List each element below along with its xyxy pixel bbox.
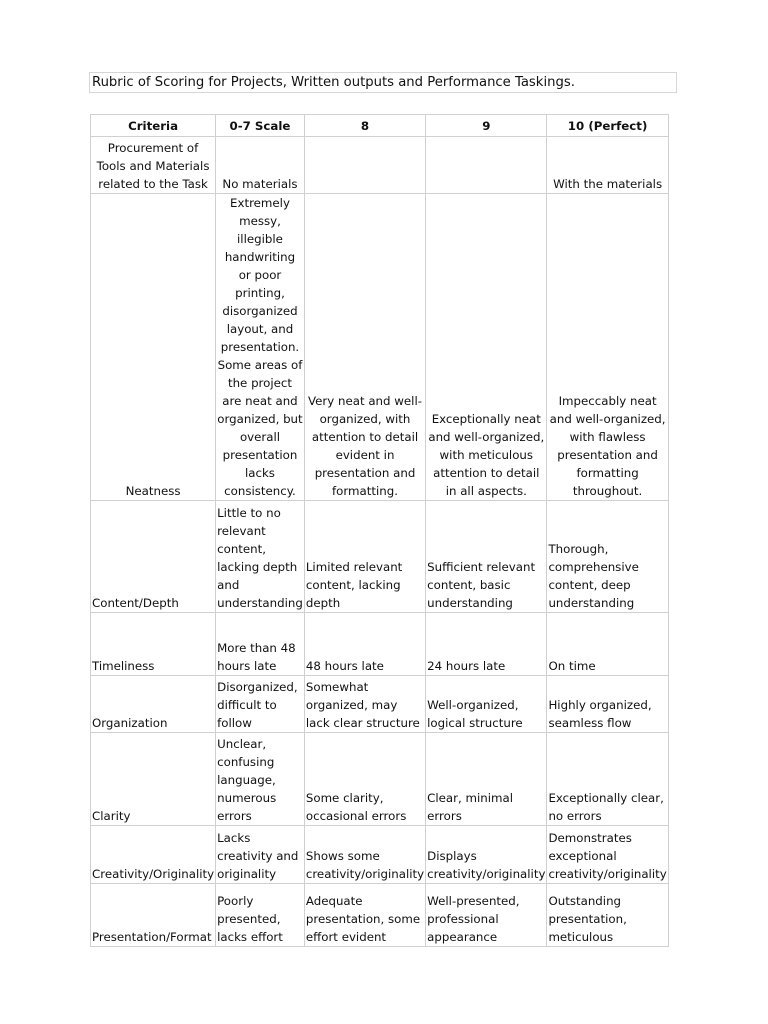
score-9-cell: Well-organized, logical structure <box>426 676 547 733</box>
score-8-cell: Very neat and well-organized, with attention to detail evident in presentation and formatting. <box>304 194 425 501</box>
scale-0-7-cell: No materials <box>216 137 305 194</box>
header-scale-0-7: 0-7 Scale <box>216 115 305 137</box>
score-10-cell: On time <box>547 613 668 676</box>
score-9-cell: Clear, minimal errors <box>426 733 547 826</box>
score-10-cell: Demonstrates exceptional creativity/originality <box>547 826 668 884</box>
scale-0-7-cell: More than 48 hours late <box>216 613 305 676</box>
document-title: Rubric of Scoring for Projects, Written outputs and Performance Taskings. <box>89 72 677 93</box>
score-10-cell: Outstanding presentation, meticulous <box>547 884 668 947</box>
score-10-cell: With the materials <box>547 137 668 194</box>
score-10-cell: Thorough, comprehensive content, deep understanding <box>547 501 668 613</box>
table-row <box>91 676 669 733</box>
criteria-cell: Neatness <box>91 194 216 501</box>
table-row <box>91 733 669 826</box>
score-9-cell: Well-presented, professional appearance <box>426 884 547 947</box>
table-row <box>91 613 669 676</box>
score-9-cell: Sufficient relevant content, basic understanding <box>426 501 547 613</box>
header-score-10: 10 (Perfect) <box>547 115 668 137</box>
header-criteria: Criteria <box>91 115 216 137</box>
scale-0-7-cell: Lacks creativity and originality <box>216 826 305 884</box>
score-9-cell <box>426 137 547 194</box>
score-8-cell <box>304 137 425 194</box>
table-row <box>91 501 669 613</box>
criteria-cell: Clarity <box>91 733 216 826</box>
criteria-cell: Timeliness <box>91 613 216 676</box>
score-8-cell: 48 hours late <box>304 613 425 676</box>
header-score-8: 8 <box>304 115 425 137</box>
scale-0-7-cell: Disorganized, difficult to follow <box>216 676 305 733</box>
score-10-cell: Impeccably neat and well-organized, with flawless presentation and formatting throughout. <box>547 194 668 501</box>
rubric-table <box>90 114 669 947</box>
criteria-cell: Content/Depth <box>91 501 216 613</box>
criteria-cell: Creativity/Originality <box>91 826 216 884</box>
criteria-cell: Procurement of Tools and Materials related to the Task <box>91 137 216 194</box>
criteria-cell: Presentation/Format <box>91 884 216 947</box>
table-row <box>91 194 669 501</box>
table-header-row <box>91 115 669 137</box>
score-8-cell: Limited relevant content, lacking depth <box>304 501 425 613</box>
scale-0-7-cell: Extremely messy, illegible handwriting or poor printing, disorganized layout, and presentation. Some areas of the project are neat and organized, but overall presentation lacks consistency. <box>216 194 305 501</box>
score-10-cell: Highly organized, seamless flow <box>547 676 668 733</box>
table-row <box>91 826 669 884</box>
scale-0-7-cell: Little to no relevant content, lacking depth and understanding <box>216 501 305 613</box>
score-9-cell: Exceptionally neat and well-organized, with meticulous attention to detail in all aspects. <box>426 194 547 501</box>
score-8-cell: Some clarity, occasional errors <box>304 733 425 826</box>
table-row <box>91 137 669 194</box>
score-10-cell: Exceptionally clear, no errors <box>547 733 668 826</box>
score-9-cell: 24 hours late <box>426 613 547 676</box>
score-8-cell: Somewhat organized, may lack clear structure <box>304 676 425 733</box>
table-row <box>91 884 669 947</box>
score-8-cell: Shows some creativity/originality <box>304 826 425 884</box>
score-9-cell: Displays creativity/originality <box>426 826 547 884</box>
header-score-9: 9 <box>426 115 547 137</box>
scale-0-7-cell: Poorly presented, lacks effort <box>216 884 305 947</box>
scale-0-7-cell: Unclear, confusing language, numerous errors <box>216 733 305 826</box>
score-8-cell: Adequate presentation, some effort evident <box>304 884 425 947</box>
criteria-cell: Organization <box>91 676 216 733</box>
